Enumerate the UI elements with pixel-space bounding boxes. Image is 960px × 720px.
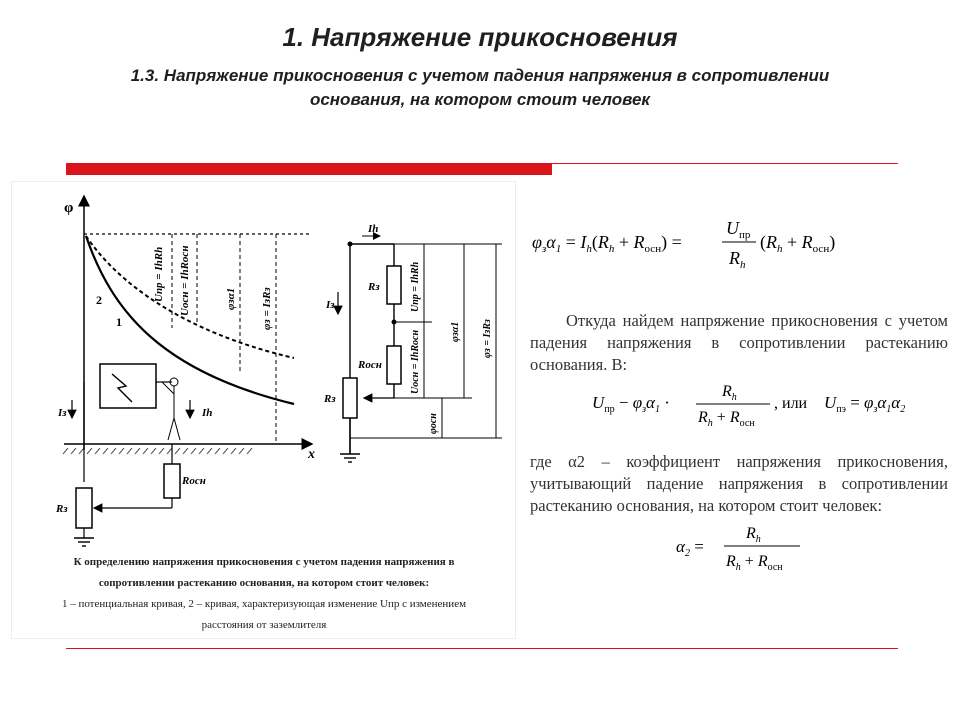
- svg-text:Uпр: $U_{пр}$: [726, 218, 751, 241]
- right-phiosn-label: φосн: [428, 413, 439, 434]
- upr-label: Uпр = IhRh: [153, 246, 165, 302]
- person-icon: [162, 378, 180, 440]
- right-phi-label: φз = IзRз: [482, 319, 493, 358]
- paragraph-1: Откуда найдем напряжение прикосновения с учетом падения напряжения в сопротивлении растеканию основания. В:: [530, 311, 948, 374]
- svg-text:Uпэ = φзα1α2: $U_{пэ} = \varphi_з\alpha_1\alpha_2$: [824, 393, 906, 415]
- phi-irz-label: φз = IзRз: [261, 287, 273, 330]
- right-rh-resistor: [387, 266, 401, 304]
- curve-2-label: 2: [96, 293, 102, 307]
- right-phia-label: φзα1: [450, 321, 461, 342]
- x-axis-label: x: [308, 447, 315, 462]
- svg-text:Rh + Rосн: $R_h + R_{осн}$: [698, 409, 755, 428]
- right-rosn-resistor: [387, 346, 401, 384]
- svg-text:Rh: $R_h$: [722, 383, 737, 403]
- svg-text:Rh: $R_h$: [729, 248, 746, 271]
- right-iz-label: Iз: [326, 299, 335, 311]
- right-uosn-label: Uосн = IhRосн: [410, 329, 421, 394]
- text-block-2: [530, 434, 948, 533]
- caption-line-2: сопротивлении растеканию основания, на котором стоит человек:: [98, 577, 430, 589]
- rz-label: Rз: [56, 503, 68, 515]
- svg-text:α2 =: $\alpha_2$ =: [676, 537, 704, 559]
- iz-label: Iз: [58, 407, 67, 419]
- svg-text:φзα1 = Ih(Rh + Rосн) =: $\varphi_з\alpha_1 = I_h(R_h + R_{осн})$ =: [532, 232, 682, 255]
- svg-text:(Rh + Rосн): $(R_h + R_{осн})$: [760, 232, 836, 255]
- rz-resistor: [76, 488, 92, 528]
- red-accent-bar: [66, 163, 552, 175]
- phi-alpha-label: φзα1: [225, 287, 237, 310]
- page-title: 1. Напряжение прикосновения: [282, 22, 678, 52]
- curve-1-label: 1: [116, 315, 122, 329]
- formula-alpha2: [676, 520, 806, 574]
- caption-line-1: К определению напряжения прикосновения с учетом падения напряжения в: [73, 556, 455, 568]
- right-ih-label: Ih: [368, 223, 379, 235]
- rosn-resistor: [164, 464, 180, 498]
- right-upr-label: Uпр = IhRh: [410, 261, 421, 312]
- formula-upr: [592, 380, 932, 428]
- paragraph-2: где α2 – коэффициент напряжения прикосновения, учитывающий падение напряжения в сопротивлении растеканию основания, на котором стоит человек:: [530, 451, 948, 515]
- subtitle-line-2: основания, на котором стоит человек: [309, 90, 651, 109]
- caption-line-3: 1 – потенциальная кривая, 2 – кривая, характеризующая изменение Uпр с изменением: [61, 598, 467, 610]
- right-rz-label: Rз: [324, 393, 336, 405]
- figure-caption: [14, 552, 514, 636]
- bottom-divider-line: [66, 648, 898, 649]
- subtitle-line-1: 1.3. Напряжение прикосновения с учетом падения напряжения в сопротивлении: [130, 66, 830, 85]
- right-rz-resistor: [343, 378, 357, 418]
- caption-line-4: расстояния от заземлителя: [201, 619, 327, 631]
- svg-text:Uпр − φзα1 ·: $U_{пр} - \varphi_з\alpha_1$ ·: [592, 393, 670, 415]
- ground-symbol-left: [74, 538, 94, 546]
- text-block-1: [530, 310, 948, 376]
- red-divider-line: [552, 163, 898, 164]
- svg-text:Rh + Rосн: $R_h + R_{осн}$: [726, 553, 783, 573]
- or-text: , или: [774, 395, 808, 412]
- uosn-label: Uосн = IhRосн: [179, 245, 191, 316]
- ground-hatching: [63, 448, 252, 454]
- svg-text:Rh: $R_h$: [746, 525, 761, 545]
- phi-axis-label: φ: [64, 200, 74, 216]
- page-subtitle: [0, 64, 960, 112]
- right-rosn-label: Rосн: [358, 359, 382, 371]
- formula-main: [526, 206, 852, 272]
- ground-symbol-right: [340, 454, 360, 462]
- right-rz-top-label: Rз: [368, 281, 380, 293]
- equipment-box: [100, 364, 156, 408]
- ih-label: Ih: [202, 407, 213, 419]
- rosn-label: Rосн: [182, 475, 206, 487]
